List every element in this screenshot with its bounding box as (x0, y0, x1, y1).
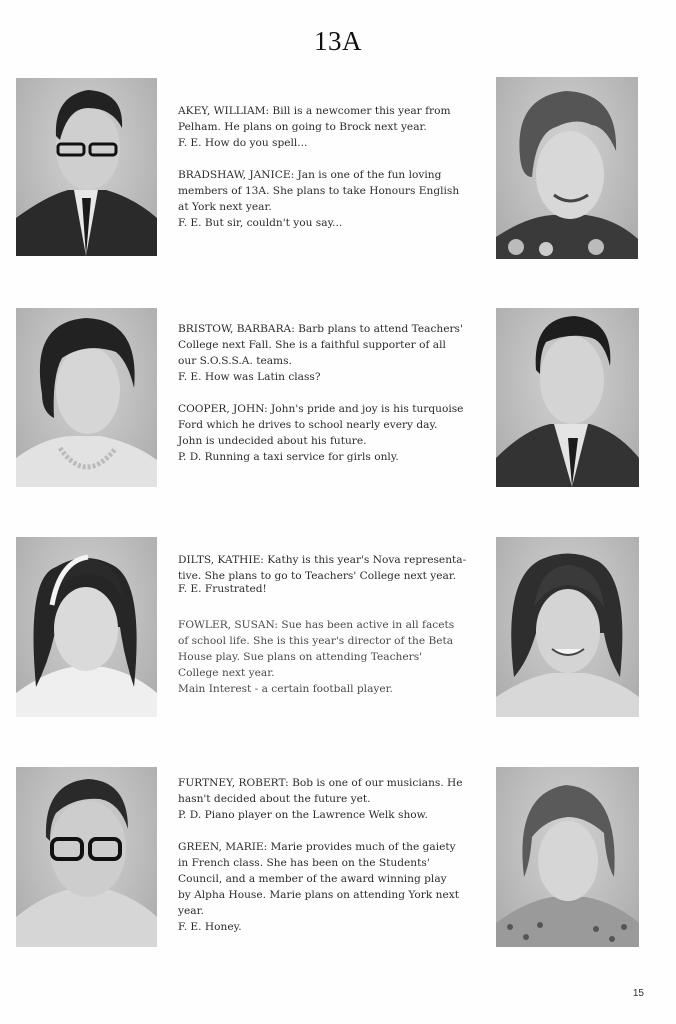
portrait-woman-curly-hair-icon (496, 77, 638, 259)
bio-line: House play. Sue plans on attending Teachers' (178, 651, 423, 663)
portrait-man-suit-icon (496, 308, 639, 487)
bio-group-row-1 (178, 103, 478, 247)
bio-furtney-robert (178, 775, 478, 823)
bio-line: of school life. She is this year's director of the Beta (178, 635, 454, 647)
bio-cooper-john (178, 401, 478, 465)
bio-line: F. E. How was Latin class? (178, 371, 321, 383)
bio-line: F. E. Frustrated! (178, 583, 267, 595)
bio-line: hasn't decided about the future yet. (178, 793, 371, 805)
bio-line: AKEY, WILLIAM: Bill is a newcomer this year from (178, 105, 451, 117)
bio-line: P. D. Running a taxi service for girls only. (178, 451, 399, 463)
bio-akey-william (178, 103, 478, 151)
portrait-photo-cooper-john (496, 308, 639, 487)
bio-line: College next Fall. She is a faithful supporter of all (178, 339, 446, 351)
bio-line: BRADSHAW, JANICE: Jan is one of the fun loving (178, 169, 442, 181)
bio-fowler-susan (178, 617, 478, 697)
bio-group-row-3 (178, 552, 478, 713)
bio-green-marie (178, 839, 478, 935)
bio-line: Council, and a member of the award winning play (178, 873, 447, 885)
portrait-photo-dilts-kathie (16, 537, 157, 717)
bio-dilts-kathie (178, 552, 478, 597)
bio-line: John is undecided about his future. (178, 435, 367, 447)
bio-line: by Alpha House. Marie plans on attending York next (178, 889, 459, 901)
bio-bristow-barbara (178, 321, 478, 385)
portrait-woman-bob-haircut-icon (496, 767, 639, 947)
bio-line: Main Interest - a certain football player. (178, 683, 393, 695)
bio-line: Ford which he drives to school nearly every day. (178, 419, 438, 431)
bio-line: FURTNEY, ROBERT: Bob is one of our musicians. He (178, 777, 463, 789)
portrait-photo-bradshaw-janice (496, 77, 638, 259)
portrait-man-glasses-icon (16, 78, 157, 256)
bio-line: tive. She plans to go to Teachers' College next year. (178, 570, 457, 582)
bio-line: F. E. How do you spell... (178, 137, 308, 149)
bio-line: F. E. Honey. (178, 921, 242, 933)
portrait-photo-akey-william (16, 78, 157, 256)
bio-line: Pelham. He plans on going to Brock next year. (178, 121, 427, 133)
bio-line: College next year. (178, 667, 275, 679)
portrait-man-glasses-icon (16, 767, 157, 947)
portrait-woman-headband-icon (16, 537, 157, 717)
bio-line: BRISTOW, BARBARA: Barb plans to attend Teachers' (178, 323, 463, 335)
bio-line: GREEN, MARIE: Marie provides much of the gaiety (178, 841, 456, 853)
portrait-woman-necklace-icon (16, 308, 157, 487)
bio-group-row-2 (178, 321, 478, 481)
bio-line: year. (178, 905, 204, 917)
bio-line: FOWLER, SUSAN: Sue has been active in all facets (178, 619, 455, 631)
page-title: 13A (314, 26, 362, 56)
bio-line: COOPER, JOHN: John's pride and joy is his turquoise (178, 403, 464, 415)
bio-line: at York next year. (178, 201, 272, 213)
bio-line: P. D. Piano player on the Lawrence Welk show. (178, 809, 428, 821)
bio-group-row-4 (178, 775, 478, 951)
portrait-woman-smiling-icon (496, 537, 639, 717)
bio-line: DILTS, KATHIE: Kathy is this year's Nova representa- (178, 554, 467, 566)
page-number: 15 (632, 988, 644, 999)
portrait-photo-fowler-susan (496, 537, 639, 717)
portrait-photo-green-marie (496, 767, 639, 947)
portrait-photo-furtney-robert (16, 767, 157, 947)
bio-line: members of 13A. She plans to take Honours English (178, 185, 460, 197)
bio-bradshaw-janice (178, 167, 478, 231)
bio-line: F. E. But sir, couldn't you say... (178, 217, 343, 229)
bio-line: our S.O.S.S.A. teams. (178, 355, 292, 367)
portrait-photo-bristow-barbara (16, 308, 157, 487)
bio-line: in French class. She has been on the Students' (178, 857, 430, 869)
